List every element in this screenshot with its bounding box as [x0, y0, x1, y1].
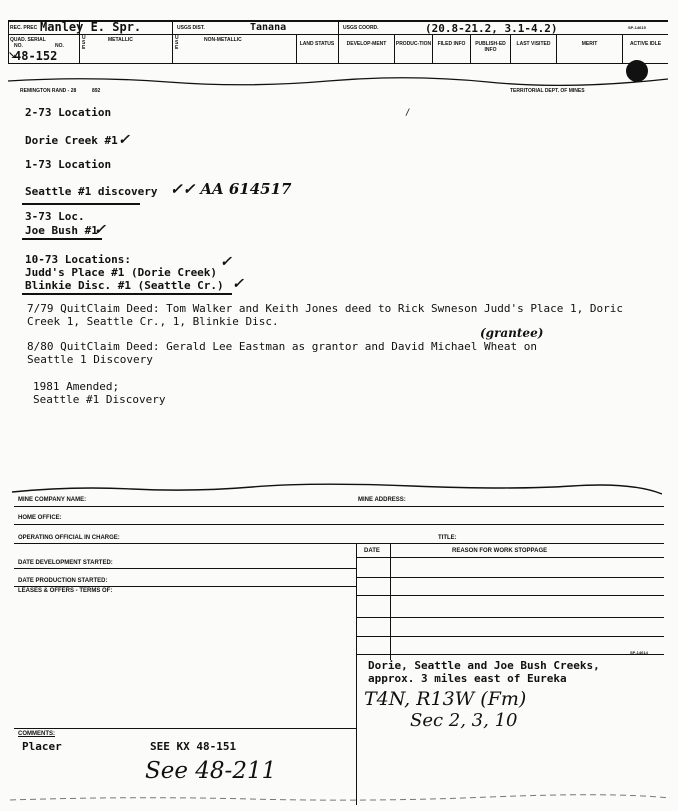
leases-offers-label: LEASES & OFFERS - TERMS OF:: [18, 588, 113, 594]
usgs-coord-label: USGS COORD.: [343, 25, 379, 31]
entry-judds-place: Judd's Place #1 (Dorie Creek): [25, 266, 218, 279]
rec-prec-label: REC. PREC: [10, 25, 38, 31]
operating-official-label: OPERATING OFFICIAL IN CHARGE:: [18, 535, 120, 541]
col-filed-info: FILED INFO: [437, 41, 466, 47]
location-line-2: approx. 3 miles east of Eureka: [368, 672, 567, 685]
header-divider: [622, 35, 623, 63]
rec-prec-value: Manley E. Spr.: [40, 20, 142, 34]
township-range-handwriting: T4N, R13W (Fm): [364, 688, 527, 710]
form-number-2: SP-14614: [630, 650, 648, 655]
comments-value: Placer: [22, 740, 62, 753]
usgs-dist-value: Tanana: [250, 22, 287, 33]
col-published-info: PUBLISH-ED INFO: [475, 41, 506, 53]
entry-seattle-discovery: Seattle #1 discovery: [25, 185, 158, 198]
quad-value: 48-152: [14, 49, 58, 63]
table-left-rule: [356, 544, 357, 660]
col-development: DEVELOP-MENT: [346, 41, 387, 47]
form-vertical-rule: [356, 660, 357, 805]
wavy-rule: [8, 76, 668, 86]
form-rule: [14, 543, 664, 544]
form-rule: [14, 568, 356, 569]
form-rule: [14, 524, 664, 525]
title-label: TITLE:: [438, 535, 457, 541]
col-land-status: LAND STATUS: [299, 41, 335, 47]
quad-no-label: NO.: [14, 43, 23, 49]
table-rule: [356, 595, 664, 596]
check-mark-icon: ✓: [118, 132, 130, 148]
seattle-annotation: ✓✓ AA 614517: [170, 180, 292, 198]
metallic-label: METALLIC: [108, 37, 133, 43]
table-rule: [356, 617, 664, 618]
mine-address-label: MINE ADDRESS:: [358, 497, 406, 503]
usgs-dist-label: USGS DIST.: [177, 25, 205, 31]
entry-1-73-location: 1-73 Location: [25, 158, 112, 171]
mine-company-label: MINE COMPANY NAME:: [18, 497, 87, 503]
col-merit: MERIT: [581, 41, 598, 47]
quad-serial-label: QUAD. SERIAL: [10, 37, 46, 43]
underline: [22, 293, 232, 295]
bottom-edge-rule: [10, 790, 670, 804]
header-divider: [510, 35, 511, 63]
header-divider: [394, 35, 395, 63]
serial-no-label: NO.: [55, 43, 64, 49]
entry-dorie-creek: Dorie Creek #1: [25, 134, 118, 147]
underline: [22, 238, 102, 240]
underline: [22, 203, 140, 205]
table-rule: [356, 557, 664, 558]
entry-quitclaim-1980: 8/80 QuitClaim Deed: Gerald Lee Eastman as grantor and David Michael Wheat on: [27, 340, 537, 353]
location-line-1: Dorie, Seattle and Joe Bush Creeks,: [368, 659, 600, 672]
header-divider: [432, 35, 433, 63]
comments-label: COMMENTS:: [18, 731, 55, 737]
form-number: SP-14615: [628, 25, 646, 30]
subheader-left: REMINGTON RAND - 28: [20, 88, 77, 94]
see-reference: SEE KX 48-151: [150, 740, 237, 753]
home-office-label: HOME OFFICE:: [18, 515, 62, 521]
check-mark-icon: ✓: [94, 222, 106, 238]
header-divider: [172, 22, 173, 63]
form-rule: [14, 506, 664, 507]
reason-label: REASON FOR WORK STOPPAGE: [452, 548, 548, 554]
entry-10-73-locations: 10-73 Locations:: [25, 253, 131, 266]
table-date-rule: [390, 544, 391, 660]
subheader-left-code: 892: [92, 88, 101, 94]
entry-quitclaim-1979: 7/79 QuitClaim Deed: Tom Walker and Keith Jones deed to Rick Swneson Judd's Place 1, Doric: [27, 302, 624, 315]
usgs-coord-value: (20.8-21.2, 3.1-4.2): [425, 22, 558, 35]
u-s-e-markers-2: U S E: [175, 35, 179, 51]
col-production: PRODUC-TION: [395, 41, 432, 47]
wavy-rule: [12, 478, 662, 496]
entry-joe-bush: Joe Bush #1: [25, 224, 98, 237]
header-divider: [556, 35, 557, 63]
entry-quitclaim-1980-cont: Seattle 1 Discovery: [27, 353, 153, 366]
table-rule: [356, 577, 664, 578]
entry-blinkie-disc: Blinkie Disc. #1 (Seattle Cr.): [25, 279, 224, 292]
nonmetallic-label: NON-METALLIC: [204, 37, 242, 43]
grantee-annotation: (grantee): [480, 326, 544, 340]
see-handwriting: See 48-211: [145, 758, 277, 784]
entry-2-73-location: 2-73 Location: [25, 106, 112, 119]
table-rule: [356, 654, 664, 655]
date-label: DATE: [364, 548, 380, 554]
table-rule: [356, 636, 664, 637]
stray-mark: /: [405, 108, 411, 118]
date-development-label: DATE DEVELOPMENT STARTED:: [18, 560, 113, 566]
col-active-idle: ACTIVE IDLE: [629, 41, 662, 47]
u-s-e-markers: U S E: [82, 35, 86, 51]
header-divider: [296, 35, 297, 63]
subheader-right: TERRITORIAL DEPT. OF MINES: [510, 88, 585, 94]
header-bottom-rule: [8, 63, 668, 64]
check-mark-icon: ✓: [220, 254, 232, 270]
entry-1981-amended: 1981 Amended;: [33, 380, 120, 393]
section-handwriting: Sec 2, 3, 10: [410, 710, 518, 731]
form-rule: [14, 728, 356, 729]
col-last-visited: LAST VISITED: [516, 41, 551, 47]
entry-quitclaim-1979-cont: Creek 1, Seattle Cr., 1, Blinkie Disc.: [27, 315, 279, 328]
check-mark-icon: ✓: [232, 276, 244, 292]
entry-3-73-loc: 3-73 Loc.: [25, 210, 85, 223]
form-rule: [14, 586, 356, 587]
entry-1981-seattle: Seattle #1 Discovery: [33, 393, 166, 406]
date-production-label: DATE PRODUCTION STARTED:: [18, 578, 108, 584]
hand-mark: ↘: [8, 46, 17, 62]
